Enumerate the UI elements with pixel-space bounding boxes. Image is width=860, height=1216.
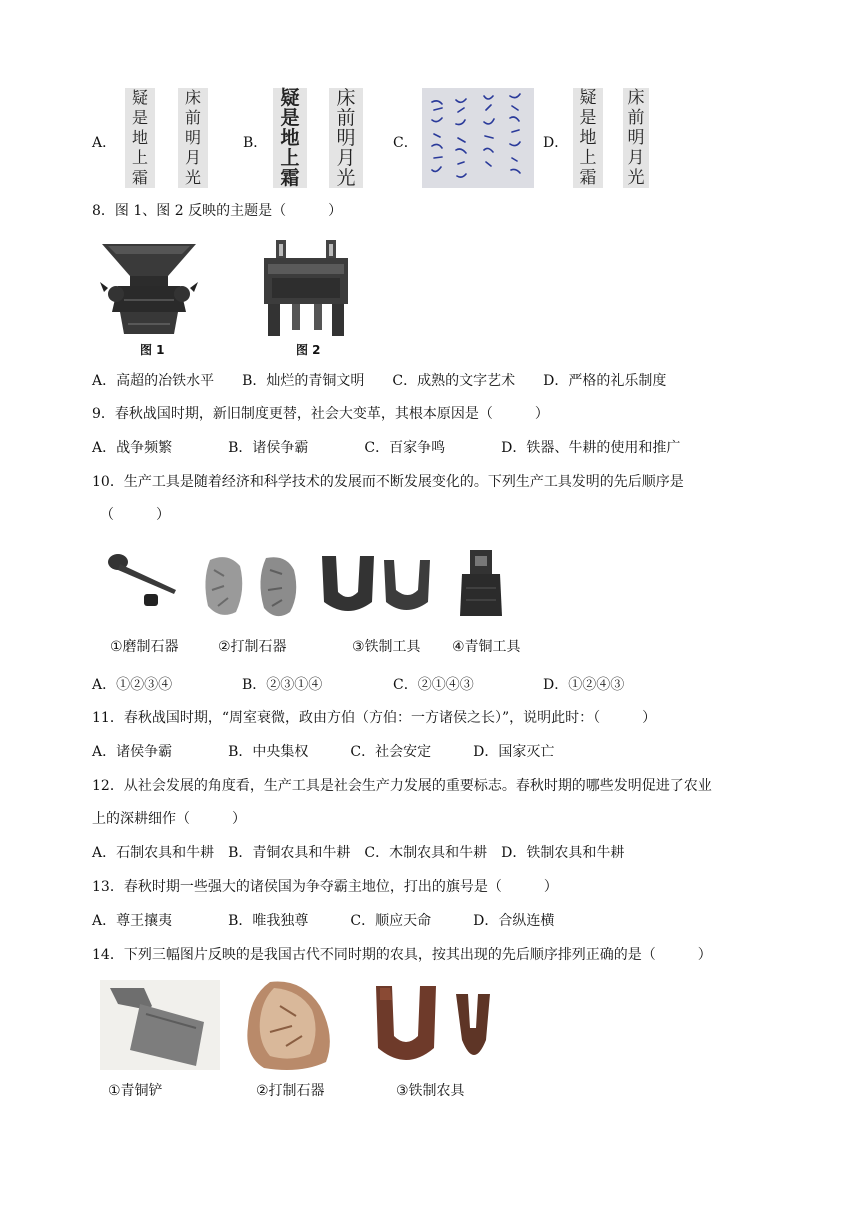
q13-options: A．尊王攘夷 B．唯我独尊 C．顺应天命 D．合纵连横 <box>92 913 555 929</box>
q10-option-c: C．②①④③ <box>393 677 474 693</box>
vertical-char: 霜 <box>579 167 597 188</box>
q12-stem-line2: 上的深耕细作（ ） <box>92 811 246 827</box>
vertical-char: 床 <box>336 86 356 109</box>
q10-caption-2: ②打制石器 <box>218 639 287 655</box>
q14-stem: 14．下列三幅图片反映的是我国古代不同时期的农具，按其出现的先后顺序排列正确的是（ ） <box>92 947 712 963</box>
vertical-char: 床 <box>627 87 645 108</box>
q7-option-b-letter: B． <box>243 135 268 151</box>
q10-option-d: D．①②④③ <box>543 677 625 693</box>
vertical-char: 是 <box>579 107 597 128</box>
q9-options: A．战争频繁 B．诸侯争霸 C．百家争鸣 D．铁器、牛耕的使用和推广 <box>92 440 681 456</box>
iron-tool-image <box>318 548 438 620</box>
q10-stem-line1: 10．生产工具是随着经济和科学技术的发展而不断发展变化的。下列生产工具发明的先后顺序是 <box>92 474 684 490</box>
vertical-char: 霜 <box>280 166 300 189</box>
vertical-char: 是 <box>131 108 148 127</box>
bronze-shovel-image <box>100 980 220 1070</box>
q10-caption-4: ④青铜工具 <box>452 639 521 655</box>
q7-option-d-letter: D． <box>543 135 569 151</box>
vertical-char: 光 <box>627 167 645 188</box>
q13-stem: 13．春秋时期一些强大的诸侯国为争夺霸主地位，打出的旗号是（ ） <box>92 879 558 895</box>
vertical-char: 明 <box>336 126 356 149</box>
q8-stem: 8．图 1、图 2 反映的主题是（ ） <box>92 203 343 219</box>
vertical-char: 霜 <box>131 168 148 187</box>
q11-stem: 11．春秋战国时期，“周室衰微，政由方伯（方伯：一方诸侯之长）”，说明此时：（ ） <box>92 710 657 726</box>
fig2-caption: 图 2 <box>296 343 321 357</box>
vertical-char: 上 <box>579 147 597 168</box>
q10-option-b: B．②③①④ <box>242 677 323 693</box>
q7-option-a-letter: A． <box>92 135 117 151</box>
q7-b-col2 <box>329 88 363 188</box>
q7-d-col1 <box>573 88 603 188</box>
q10-caption-3: ③铁制工具 <box>352 639 421 655</box>
vertical-char: 月 <box>627 147 645 168</box>
vertical-char: 前 <box>184 108 201 127</box>
chipped-stone-tool-image <box>200 550 310 630</box>
q8-options: A．高超的冶铁水平 B．灿烂的青铜文明 C．成熟的文字艺术 D．严格的礼乐制度 <box>92 373 667 389</box>
chipped-stone-image <box>240 976 340 1076</box>
vertical-char: 地 <box>131 128 148 147</box>
vertical-char: 明 <box>627 127 645 148</box>
q7-option-c-letter: C． <box>393 135 418 151</box>
q7-a-col2 <box>178 88 208 188</box>
vertical-char: 明 <box>184 128 201 147</box>
q12-options: A．石制农具和牛耕 B．青铜农具和牛耕 C．木制农具和牛耕 D．铁制农具和牛耕 <box>92 845 625 861</box>
vertical-char: 地 <box>280 126 300 149</box>
vertical-char: 床 <box>184 88 201 107</box>
polished-stone-tool-image <box>100 550 180 610</box>
bronze-tool-image <box>456 548 506 620</box>
q14-caption-1: ①青铜铲 <box>108 1083 163 1099</box>
vertical-char: 月 <box>336 146 356 169</box>
vertical-char: 地 <box>579 127 597 148</box>
vertical-char: 疑 <box>579 87 597 108</box>
q10-option-a: A．①②③④ <box>92 677 173 693</box>
bronze-ding-image <box>258 238 354 340</box>
q7-b-col1 <box>273 88 307 188</box>
bronze-zun-image <box>94 240 204 340</box>
iron-farm-tool-image <box>372 980 500 1072</box>
q14-caption-2: ②打制石器 <box>256 1083 325 1099</box>
q11-options: A．诸侯争霸 B．中央集权 C．社会安定 D．国家灭亡 <box>92 744 555 760</box>
q9-stem: 9．春秋战国时期，新旧制度更替，社会大变革，其根本原因是（ ） <box>92 406 549 422</box>
q12-stem-line1: 12．从社会发展的角度看，生产工具是社会生产力发展的重要标志。春秋时期的哪些发明促进了农业 <box>92 778 712 794</box>
q10-caption-1: ①磨制石器 <box>110 639 179 655</box>
vertical-char: 疑 <box>280 86 300 109</box>
fig1-caption: 图 1 <box>140 343 165 357</box>
q7-c-handwriting-image <box>422 88 534 188</box>
vertical-char: 疑 <box>131 88 148 107</box>
vertical-char: 前 <box>336 106 356 129</box>
vertical-char: 是 <box>280 106 300 129</box>
vertical-char: 月 <box>184 148 201 167</box>
q14-caption-3: ③铁制农具 <box>396 1083 465 1099</box>
vertical-char: 上 <box>280 146 300 169</box>
vertical-char: 光 <box>184 168 201 187</box>
vertical-char: 光 <box>336 166 356 189</box>
q7-d-col2 <box>623 88 649 188</box>
vertical-char: 前 <box>627 107 645 128</box>
q10-stem-line2: （ ） <box>100 507 170 523</box>
vertical-char: 上 <box>131 148 148 167</box>
q7-a-col1 <box>125 88 155 188</box>
